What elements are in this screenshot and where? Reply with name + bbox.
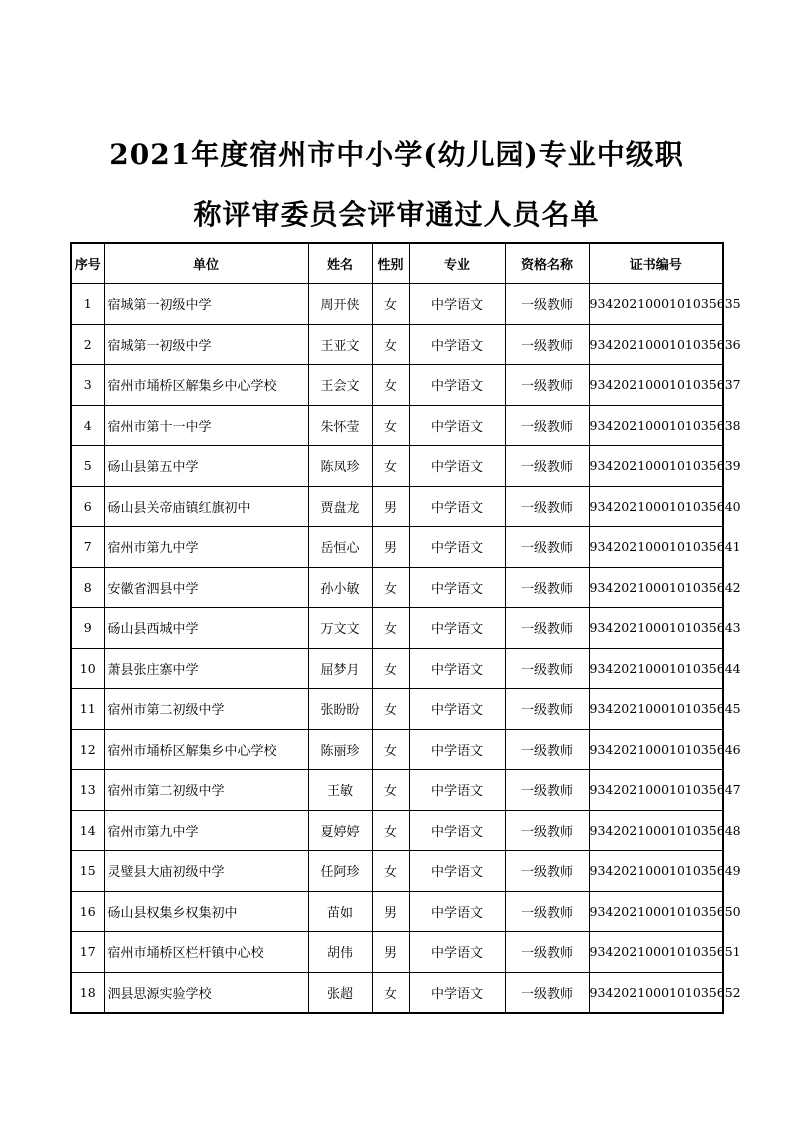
- serial-number-cell: 1: [71, 284, 104, 325]
- gender-cell: 女: [372, 446, 409, 487]
- qualification-cell: 一级教师: [505, 486, 589, 527]
- certificate-number-cell: 9342021000101035646: [589, 729, 723, 770]
- unit-cell: 灵璧县大庙初级中学: [104, 851, 308, 892]
- qualification-cell: 一级教师: [505, 608, 589, 649]
- name-cell: 万文文: [308, 608, 372, 649]
- table-row: [71, 446, 723, 487]
- name-cell: 王敏: [308, 770, 372, 811]
- certificate-number-cell: 9342021000101035652: [589, 972, 723, 1013]
- gender-cell: 女: [372, 689, 409, 730]
- unit-cell: 砀山县第五中学: [104, 446, 308, 487]
- qualification-cell: 一级教师: [505, 446, 589, 487]
- gender-cell: 男: [372, 486, 409, 527]
- certificate-number-cell: 9342021000101035640: [589, 486, 723, 527]
- unit-cell: 萧县张庄寨中学: [104, 648, 308, 689]
- gender-cell: 女: [372, 365, 409, 406]
- serial-number-cell: 16: [71, 891, 104, 932]
- certificate-number-cell: 9342021000101035636: [589, 324, 723, 365]
- subject-cell: 中学语文: [409, 972, 505, 1013]
- serial-number-cell: 4: [71, 405, 104, 446]
- name-cell: 陈凤珍: [308, 446, 372, 487]
- unit-cell: 砀山县西城中学: [104, 608, 308, 649]
- name-cell: 朱怀莹: [308, 405, 372, 446]
- header-qualification: 资格名称: [505, 243, 589, 284]
- gender-cell: 男: [372, 527, 409, 568]
- serial-number-cell: 5: [71, 446, 104, 487]
- table-row: [71, 324, 723, 365]
- table-row: [71, 689, 723, 730]
- certificate-number-cell: 9342021000101035639: [589, 446, 723, 487]
- subject-cell: 中学语文: [409, 324, 505, 365]
- header-subject: 专业: [409, 243, 505, 284]
- name-cell: 屈梦月: [308, 648, 372, 689]
- subject-cell: 中学语文: [409, 770, 505, 811]
- qualification-cell: 一级教师: [505, 851, 589, 892]
- qualification-cell: 一级教师: [505, 689, 589, 730]
- subject-cell: 中学语文: [409, 284, 505, 325]
- table-row: [71, 770, 723, 811]
- name-cell: 岳恒心: [308, 527, 372, 568]
- certificate-number-cell: 9342021000101035645: [589, 689, 723, 730]
- certificate-number-cell: 9342021000101035637: [589, 365, 723, 406]
- qualification-cell: 一级教师: [505, 891, 589, 932]
- serial-number-cell: 15: [71, 851, 104, 892]
- gender-cell: 女: [372, 405, 409, 446]
- table-row: [71, 486, 723, 527]
- certificate-number-cell: 9342021000101035644: [589, 648, 723, 689]
- subject-cell: 中学语文: [409, 932, 505, 973]
- serial-number-cell: 9: [71, 608, 104, 649]
- table-row: [71, 405, 723, 446]
- header-serial-number: 序号: [71, 243, 104, 284]
- unit-cell: 泗县思源实验学校: [104, 972, 308, 1013]
- unit-cell: 宿城第一初级中学: [104, 284, 308, 325]
- certificate-number-cell: 9342021000101035647: [589, 770, 723, 811]
- table-row: [71, 567, 723, 608]
- unit-cell: 宿州市第二初级中学: [104, 689, 308, 730]
- gender-cell: 女: [372, 810, 409, 851]
- subject-cell: 中学语文: [409, 405, 505, 446]
- table-header-row: [71, 243, 723, 284]
- name-cell: 王会文: [308, 365, 372, 406]
- header-certificate-number: 证书编号: [589, 243, 723, 284]
- qualification-cell: 一级教师: [505, 567, 589, 608]
- serial-number-cell: 13: [71, 770, 104, 811]
- subject-cell: 中学语文: [409, 567, 505, 608]
- serial-number-cell: 7: [71, 527, 104, 568]
- serial-number-cell: 11: [71, 689, 104, 730]
- serial-number-cell: 3: [71, 365, 104, 406]
- document-title-line-2: 称评审委员会评审通过人员名单: [193, 198, 600, 231]
- serial-number-cell: 17: [71, 932, 104, 973]
- name-cell: 周开侠: [308, 284, 372, 325]
- gender-cell: 女: [372, 648, 409, 689]
- gender-cell: 女: [372, 608, 409, 649]
- certificate-number-cell: 9342021000101035635: [589, 284, 723, 325]
- table-row: [71, 810, 723, 851]
- certificate-number-cell: 9342021000101035638: [589, 405, 723, 446]
- unit-cell: 宿州市第十一中学: [104, 405, 308, 446]
- name-cell: 孙小敏: [308, 567, 372, 608]
- serial-number-cell: 10: [71, 648, 104, 689]
- name-cell: 张超: [308, 972, 372, 1013]
- gender-cell: 女: [372, 972, 409, 1013]
- subject-cell: 中学语文: [409, 365, 505, 406]
- certificate-number-cell: 9342021000101035641: [589, 527, 723, 568]
- unit-cell: 安徽省泗县中学: [104, 567, 308, 608]
- unit-cell: 宿城第一初级中学: [104, 324, 308, 365]
- serial-number-cell: 14: [71, 810, 104, 851]
- table-row: [71, 527, 723, 568]
- gender-cell: 女: [372, 851, 409, 892]
- subject-cell: 中学语文: [409, 729, 505, 770]
- gender-cell: 男: [372, 891, 409, 932]
- unit-cell: 宿州市埇桥区解集乡中心学校: [104, 729, 308, 770]
- table-row: [71, 851, 723, 892]
- qualification-cell: 一级教师: [505, 932, 589, 973]
- certificate-number-cell: 9342021000101035650: [589, 891, 723, 932]
- subject-cell: 中学语文: [409, 851, 505, 892]
- subject-cell: 中学语文: [409, 648, 505, 689]
- subject-cell: 中学语文: [409, 486, 505, 527]
- name-cell: 贾盘龙: [308, 486, 372, 527]
- gender-cell: 女: [372, 567, 409, 608]
- name-cell: 陈丽珍: [308, 729, 372, 770]
- table-row: [71, 365, 723, 406]
- serial-number-cell: 8: [71, 567, 104, 608]
- qualification-cell: 一级教师: [505, 405, 589, 446]
- table-row: [71, 891, 723, 932]
- gender-cell: 男: [372, 932, 409, 973]
- certificate-number-cell: 9342021000101035651: [589, 932, 723, 973]
- serial-number-cell: 18: [71, 972, 104, 1013]
- qualification-cell: 一级教师: [505, 810, 589, 851]
- subject-cell: 中学语文: [409, 891, 505, 932]
- header-name: 姓名: [308, 243, 372, 284]
- name-cell: 任阿珍: [308, 851, 372, 892]
- qualification-cell: 一级教师: [505, 284, 589, 325]
- qualification-cell: 一级教师: [505, 324, 589, 365]
- unit-cell: 宿州市第二初级中学: [104, 770, 308, 811]
- table-row: [71, 608, 723, 649]
- gender-cell: 女: [372, 284, 409, 325]
- gender-cell: 女: [372, 770, 409, 811]
- subject-cell: 中学语文: [409, 446, 505, 487]
- certificate-number-cell: 9342021000101035648: [589, 810, 723, 851]
- name-cell: 苗如: [308, 891, 372, 932]
- name-cell: 张盼盼: [308, 689, 372, 730]
- certificate-number-cell: 9342021000101035642: [589, 567, 723, 608]
- unit-cell: 砀山县关帝庙镇红旗初中: [104, 486, 308, 527]
- header-unit: 单位: [104, 243, 308, 284]
- subject-cell: 中学语文: [409, 527, 505, 568]
- approved-personnel-table: [70, 242, 741, 1014]
- table-row: [71, 972, 723, 1013]
- table-row: [71, 648, 723, 689]
- subject-cell: 中学语文: [409, 689, 505, 730]
- qualification-cell: 一级教师: [505, 527, 589, 568]
- unit-cell: 宿州市埇桥区解集乡中心学校: [104, 365, 308, 406]
- header-gender: 性别: [372, 243, 409, 284]
- unit-cell: 宿州市第九中学: [104, 810, 308, 851]
- gender-cell: 女: [372, 729, 409, 770]
- name-cell: 胡伟: [308, 932, 372, 973]
- serial-number-cell: 2: [71, 324, 104, 365]
- unit-cell: 砀山县权集乡权集初中: [104, 891, 308, 932]
- unit-cell: 宿州市第九中学: [104, 527, 308, 568]
- table-row: [71, 729, 723, 770]
- gender-cell: 女: [372, 324, 409, 365]
- table-row: [71, 932, 723, 973]
- subject-cell: 中学语文: [409, 608, 505, 649]
- name-cell: 夏婷婷: [308, 810, 372, 851]
- certificate-number-cell: 9342021000101035643: [589, 608, 723, 649]
- qualification-cell: 一级教师: [505, 972, 589, 1013]
- serial-number-cell: 6: [71, 486, 104, 527]
- unit-cell: 宿州市埇桥区栏杆镇中心校: [104, 932, 308, 973]
- qualification-cell: 一级教师: [505, 729, 589, 770]
- qualification-cell: 一级教师: [505, 365, 589, 406]
- qualification-cell: 一级教师: [505, 648, 589, 689]
- certificate-number-cell: 9342021000101035649: [589, 851, 723, 892]
- serial-number-cell: 12: [71, 729, 104, 770]
- subject-cell: 中学语文: [409, 810, 505, 851]
- table-row: [71, 284, 723, 325]
- qualification-cell: 一级教师: [505, 770, 589, 811]
- name-cell: 王亚文: [308, 324, 372, 365]
- document-title-line-1: 2021年度宿州市中小学(幼儿园)专业中级职: [109, 138, 684, 171]
